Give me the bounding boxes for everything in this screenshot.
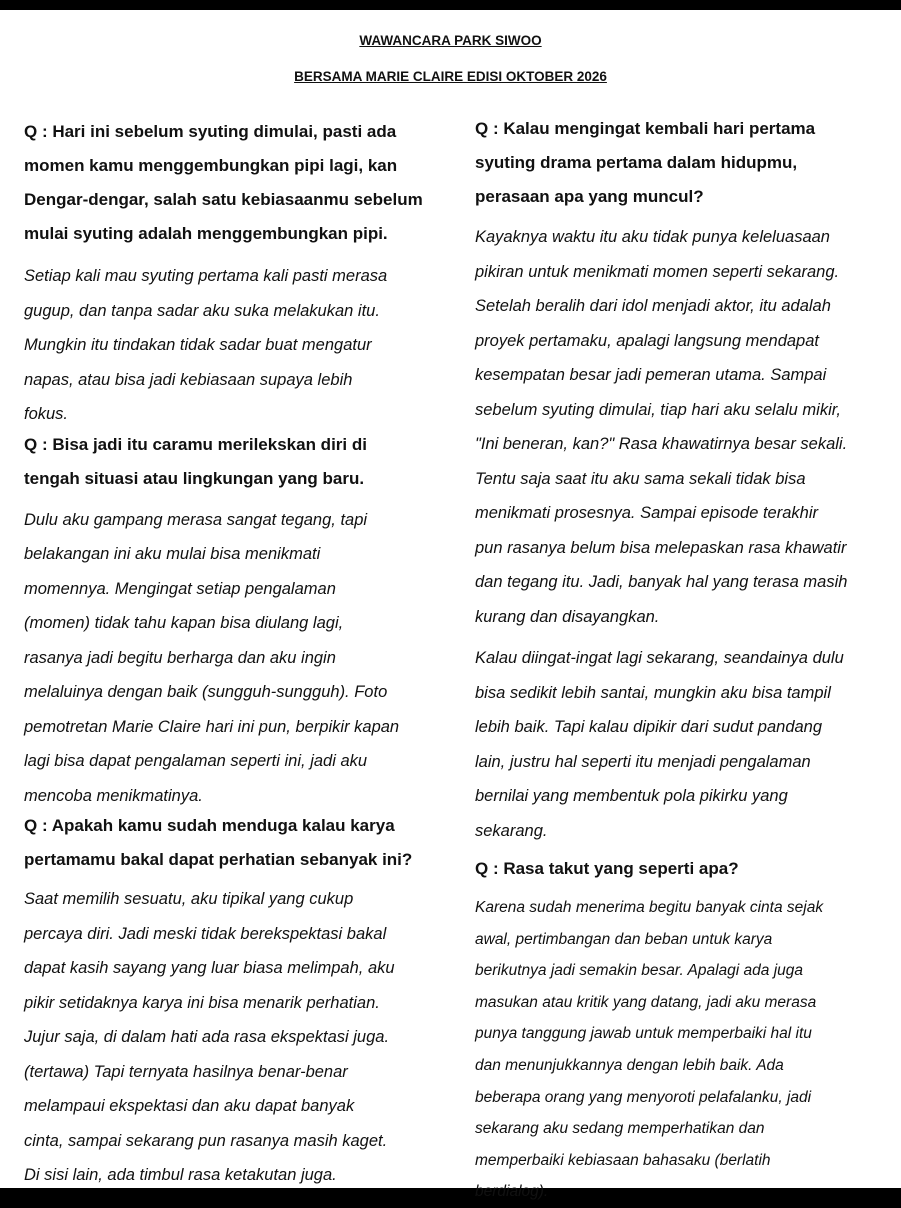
text-line: mulai syuting adalah menggembungkan pipi. — [24, 224, 388, 243]
text-line: proyek pertamaku, apalagi langsung mendapat — [475, 331, 819, 350]
text-line: cinta, sampai sekarang pun rasanya masih kaget. — [24, 1131, 388, 1150]
text-line: mencoba menikmatinya. — [24, 786, 203, 805]
text-line: sekarang aku sedang memperhatikan dan — [475, 1120, 765, 1138]
text-line: Jujur saja, di dalam hati ada rasa ekspektasi juga. — [24, 1028, 390, 1046]
text-line: (tertawa) Tapi ternyata hasilnya benar-benar — [24, 1062, 348, 1081]
text-line: melampaui ekspektasi dan aku dapat banyak — [24, 1097, 355, 1115]
text-line: Setelah beralih dari idol menjadi aktor, itu adalah — [475, 297, 831, 315]
text-line: menikmati prosesnya. Sampai episode terakhir — [475, 504, 818, 522]
text-line: lebih baik. Tapi kalau dipikir dari sudut pandang — [475, 718, 823, 736]
text-line: dan tegang itu. Jadi, banyak hal yang terasa masih — [475, 573, 848, 591]
text-line: percaya diri. Jadi meski tidak berekspektasi bakal — [24, 924, 387, 943]
text-line: pemotretan Marie Claire hari ini pun, berpikir kapan — [24, 717, 400, 736]
article-subtitle: BERSAMA MARIE CLAIRE EDISI OKTOBER 2026 — [294, 69, 607, 84]
text-line: Q : Hari ini sebelum syuting dimulai, pasti ada — [24, 122, 397, 141]
answer-3 — [24, 882, 434, 1193]
text-line: Q : Kalau mengingat kembali hari pertama — [475, 119, 816, 138]
text-line: (momen) tidak tahu kapan bisa diulang lagi, — [24, 614, 344, 632]
text-line: syuting drama pertama dalam hidupmu, — [475, 153, 798, 172]
text-line: Kalau diingat-ingat lagi sekarang, seandainya dulu — [475, 649, 844, 667]
text-line: kesempatan besar jadi pemeran utama. Sampai — [475, 366, 827, 384]
text-line: sekarang. — [475, 821, 548, 840]
text-line: Q : Apakah kamu sudah menduga kalau karya — [24, 816, 395, 835]
text-line: fokus. — [24, 405, 69, 423]
question-2 — [24, 428, 434, 496]
question-3 — [24, 809, 434, 877]
text-line: Kayaknya waktu itu aku tidak punya keleluasaan — [475, 228, 830, 246]
text-line: Dengar-dengar, salah satu kebiasaanmu sebelum — [24, 190, 423, 209]
text-line: melaluinya dengan baik (sungguh-sungguh). Foto — [24, 683, 388, 701]
text-line: awal, pertimbangan dan beban untuk karya — [475, 930, 773, 948]
text-line: masukan atau kritik yang datang, jadi aku merasa — [475, 993, 817, 1011]
text-line: momen kamu menggembungkan pipi lagi, kan — [24, 156, 398, 175]
text-line: Saat memilih sesuatu, aku tipikal yang cukup — [24, 890, 354, 908]
right-column — [475, 112, 895, 1208]
answer-4 — [475, 220, 895, 634]
text-line: lagi bisa dapat pengalaman seperti ini, jadi aku — [24, 752, 368, 770]
text-line: kurang dan disayangkan. — [475, 607, 660, 626]
text-line: tengah situasi atau lingkungan yang baru. — [24, 468, 365, 488]
answer-1 — [24, 259, 434, 432]
text-line: gugup, dan tanpa sadar aku suka melakukan itu. — [24, 301, 380, 320]
text-line: Tentu saja saat itu aku sama sekali tidak bisa — [475, 469, 806, 488]
text-line: pun rasanya belum bisa melepaskan rasa khawatir — [475, 538, 847, 557]
text-line: memperbaiki kebiasaan bahasaku (berlatih — [475, 1151, 771, 1169]
text-line: Setiap kali mau syuting pertama kali pasti merasa — [24, 267, 388, 285]
text-line: Karena sudah menerima begitu banyak cinta sejak — [475, 899, 824, 916]
text-line: Q : Rasa takut yang seperti apa? — [475, 859, 739, 878]
article-title: WAWANCARA PARK SIWOO — [359, 33, 542, 48]
text-line: dapat kasih sayang yang luar biasa melimpah, aku — [24, 959, 395, 977]
left-column — [24, 115, 434, 1193]
text-line: napas, atau bisa jadi kebiasaan supaya lebih — [24, 370, 353, 389]
document-page — [0, 10, 901, 1201]
text-line: Q : Bisa jadi itu caramu merilekskan diri di — [24, 434, 367, 454]
text-line: belakangan ini aku mulai bisa menikmati — [24, 545, 321, 563]
text-line: berdialog). — [475, 1183, 549, 1201]
question-1 — [24, 115, 434, 251]
text-line: perasaan apa yang muncul? — [475, 187, 704, 206]
text-line: beberapa orang yang menyoroti pelafalanku, jadi — [475, 1088, 812, 1106]
text-line: Di sisi lain, ada timbul rasa ketakutan juga. — [24, 1166, 337, 1184]
question-5 — [475, 852, 895, 886]
text-line: berikutnya jadi semakin besar. Apalagi ada juga — [475, 962, 803, 980]
text-line: pikir setidaknya karya ini bisa menarik perhatian. — [24, 993, 380, 1012]
text-line: bernilai yang membentuk pola pikirku yang — [475, 787, 788, 805]
text-line: lain, justru hal seperti itu menjadi pengalaman — [475, 752, 811, 771]
text-line: "Ini beneran, kan?" Rasa khawatirnya besar sekali. — [475, 435, 848, 453]
text-line: pertamamu bakal dapat perhatian sebanyak ini? — [24, 850, 413, 869]
text-line: dan menunjukkannya dengan lebih baik. Ada — [475, 1056, 784, 1074]
answer-2 — [24, 503, 434, 814]
text-line: rasanya jadi begitu berharga dan aku ingin — [24, 648, 336, 667]
text-line: Mungkin itu tindakan tidak sadar buat mengatur — [24, 336, 372, 354]
text-line: punya tanggung jawab untuk memperbaiki hal itu — [475, 1025, 812, 1043]
answer-4-continued — [475, 641, 895, 848]
text-line: sebelum syuting dimulai, tiap hari aku selalu mikir, — [475, 400, 841, 419]
text-line: bisa sedikit lebih santai, mungkin aku bisa tampil — [475, 683, 831, 702]
text-line: pikiran untuk menikmati momen seperti sekarang. — [475, 262, 840, 281]
text-line: Dulu aku gampang merasa sangat tegang, tapi — [24, 510, 368, 529]
answer-5 — [475, 892, 895, 1208]
question-4 — [475, 112, 895, 214]
text-line: momennya. Mengingat setiap pengalaman — [24, 579, 336, 598]
